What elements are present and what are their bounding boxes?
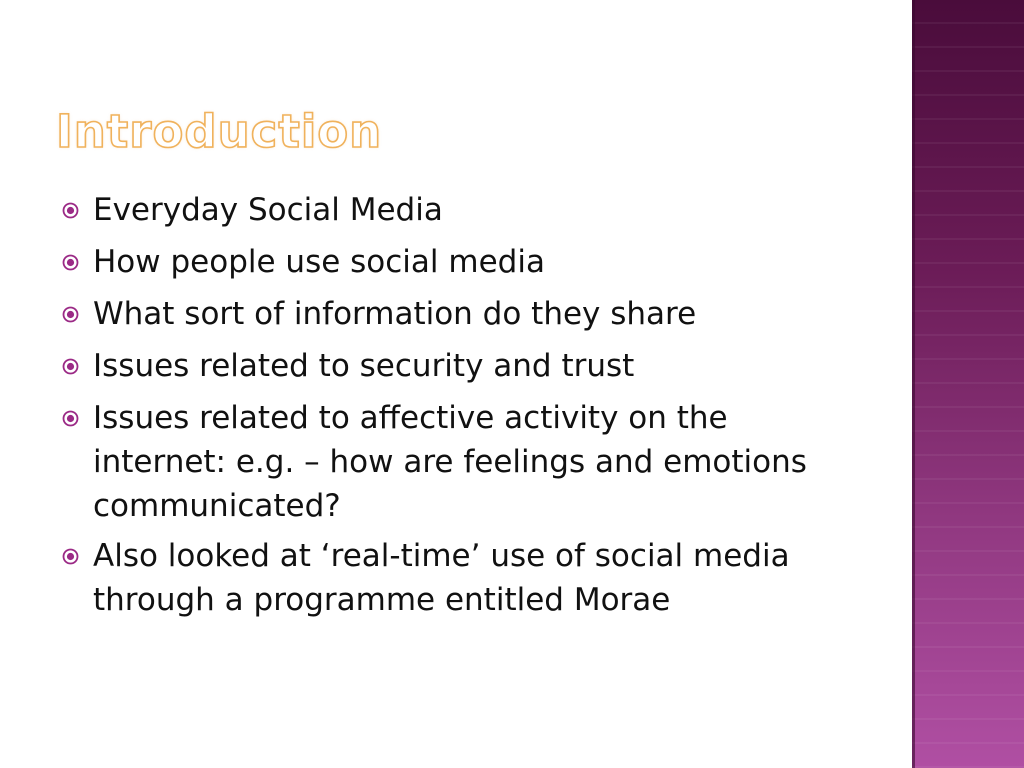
side-band-edge [912, 0, 915, 768]
circled-dot-icon [62, 410, 79, 427]
circled-dot-icon [62, 202, 79, 219]
decorative-side-band [912, 0, 1024, 768]
circled-dot-icon [62, 254, 79, 271]
list-item [62, 240, 862, 284]
bullet-text: How people use social media [93, 244, 545, 280]
circled-dot-icon [62, 358, 79, 375]
circled-dot-icon [62, 306, 79, 323]
list-item [62, 188, 862, 232]
bullet-text: Everyday Social Media [93, 192, 443, 228]
circled-dot-icon [62, 548, 79, 565]
list-item [62, 344, 862, 388]
bullet-text: Issues related to affective activity on the internet: e.g. – how are feelings and emotions communicated? [93, 400, 807, 524]
bullet-text: Also looked at ‘real-time’ use of social media through a programme entitled Morae [93, 538, 790, 618]
side-band-texture [912, 0, 1024, 768]
bullet-text: What sort of information do they share [93, 296, 697, 332]
slide-title: Introduction [56, 105, 383, 158]
list-item [62, 396, 862, 528]
bullet-text: Issues related to security and trust [93, 348, 635, 384]
bullet-list [62, 188, 862, 628]
list-item [62, 292, 862, 336]
list-item [62, 534, 862, 622]
